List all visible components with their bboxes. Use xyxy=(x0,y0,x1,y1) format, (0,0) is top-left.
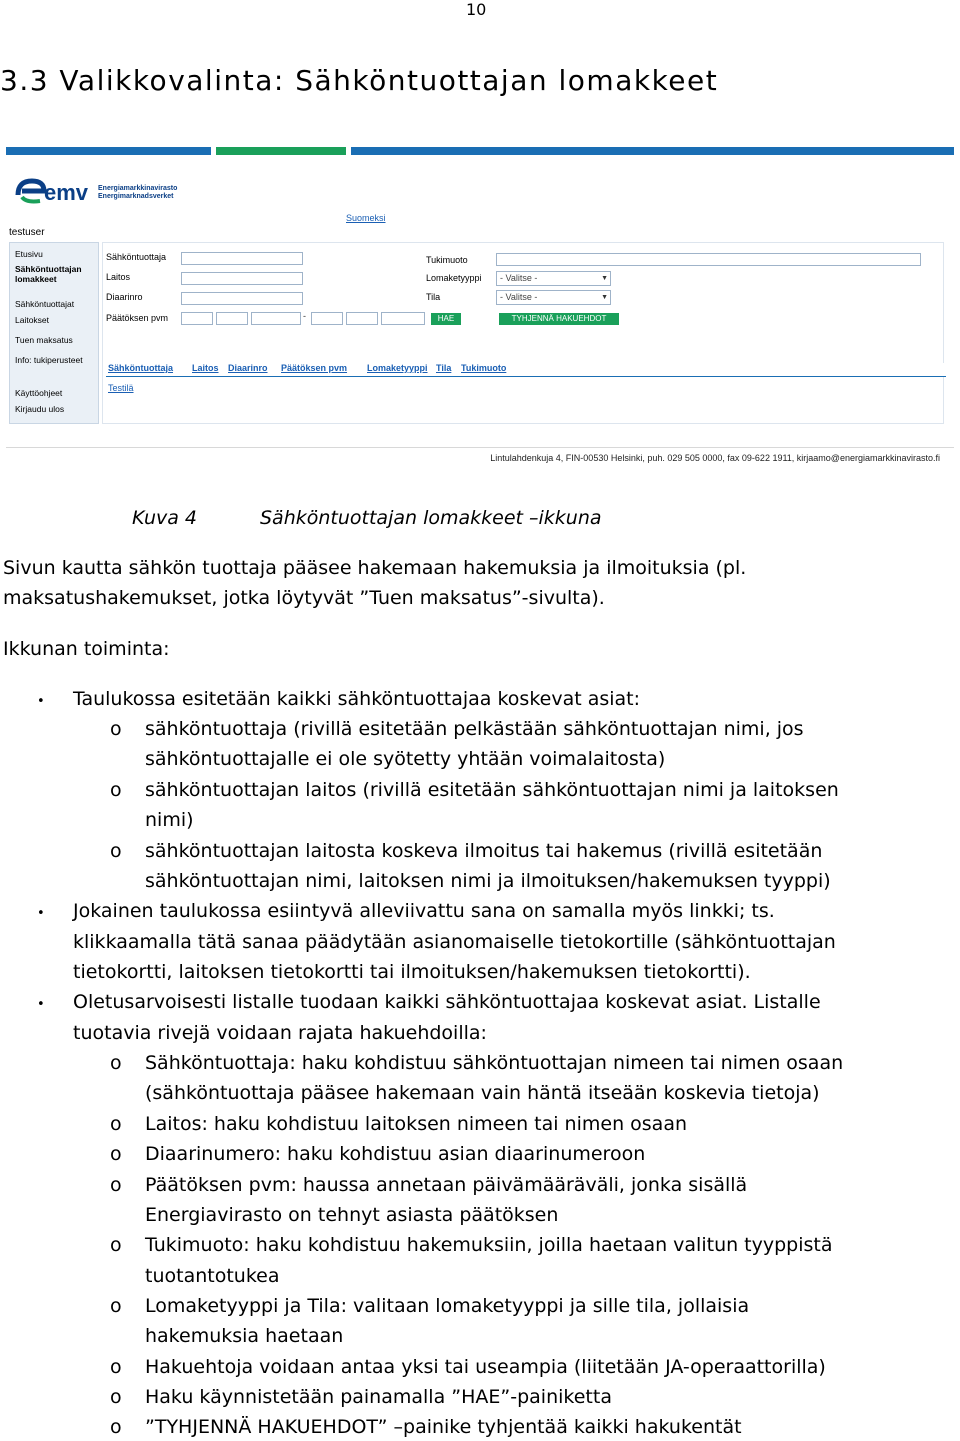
sidebar xyxy=(9,242,99,424)
plant-input[interactable] xyxy=(181,272,303,285)
col-status[interactable]: Tila xyxy=(436,363,452,373)
search-button[interactable]: HAE xyxy=(431,313,461,325)
content-line: Lomaketyyppi ja Tila: valitaan lomaketyyppi ja sille tila, jollaisia xyxy=(145,1295,750,1317)
date-to-month[interactable] xyxy=(346,312,378,325)
content-line: sähköntuottajalle ei ole syötetty yhtään voimalaitosta) xyxy=(145,748,666,770)
figure-caption: Sähköntuottajan lomakkeet –ikkuna xyxy=(260,507,602,529)
sub-bullet: o xyxy=(110,1295,122,1317)
content-line: hakemuksia haetaan xyxy=(145,1325,344,1347)
date-to-year[interactable] xyxy=(381,312,425,325)
sidebar-item-producers[interactable]: Sähköntuottajat xyxy=(15,299,75,309)
label-form-type: Lomaketyyppi xyxy=(426,273,482,283)
content-line: sähköntuottajan nimi, laitoksen nimi ja ilmoituksen/hakemuksen tyyppi) xyxy=(145,870,831,892)
content-line: Päätöksen pvm: haussa annetaan päivämääräväli, jonka sisällä xyxy=(145,1174,748,1196)
chevron-down-icon: ▼ xyxy=(601,294,608,301)
bullet: • xyxy=(37,997,45,1012)
bullet: • xyxy=(37,906,45,921)
date-from-year[interactable] xyxy=(251,312,301,325)
table-row-link[interactable]: Testilä xyxy=(108,383,134,393)
bullet: • xyxy=(37,694,45,709)
label-plant: Laitos xyxy=(106,272,131,282)
content-line: Oletusarvoisesti listalle tuodaan kaikki sähköntuottajaa koskevat asiat. Listalle xyxy=(73,991,821,1013)
status-select[interactable] xyxy=(496,290,611,305)
label-status: Tila xyxy=(426,292,441,302)
language-link[interactable]: Suomeksi xyxy=(346,213,386,223)
agency-name-fi: Energiamarkkinavirasto xyxy=(98,185,178,192)
content-line: Laitos: haku kohdistuu laitoksen nimeen tai nimen osaan xyxy=(145,1113,688,1135)
agency-name-sv: Energimarknadsverket xyxy=(98,193,174,200)
svg-text:emv: emv xyxy=(44,180,89,205)
col-diary-number[interactable]: Diaarinro xyxy=(228,363,268,373)
app-screenshot xyxy=(6,147,954,473)
sub-bullet: o xyxy=(110,1113,122,1135)
label-decision-date: Päätöksen pvm xyxy=(106,313,169,323)
sub-bullet: o xyxy=(110,1143,122,1165)
content-line: (sähköntuottaja pääsee hakemaan vain häntä itseään koskevia tietoja) xyxy=(145,1082,820,1104)
date-to-day[interactable] xyxy=(311,312,343,325)
agency-name xyxy=(98,185,177,201)
col-plant[interactable]: Laitos xyxy=(192,363,219,373)
content-line: klikkaamalla tätä sanaa päädytään asianomaiselle tietokortille (sähköntuottajan xyxy=(73,931,836,953)
footer-divider xyxy=(6,447,954,448)
top-bar-blue xyxy=(6,147,211,155)
intro-line-2: maksatushakemukset, jotka löytyvät ”Tuen maksatus”-sivulta). xyxy=(3,587,605,609)
content-line: sähköntuottaja (rivillä esitetään pelkästään sähköntuottajan nimi, jos xyxy=(145,718,804,740)
date-from-day[interactable] xyxy=(181,312,213,325)
sidebar-item-producer-forms[interactable]: Sähköntuottajan lomakkeet xyxy=(15,264,82,284)
page-number: 10 xyxy=(466,0,487,19)
content-line: Tukimuoto: haku kohdistuu hakemuksiin, joilla haetaan valitun tyyppistä xyxy=(145,1234,833,1256)
diary-number-input[interactable] xyxy=(181,292,303,305)
col-form-type[interactable]: Lomaketyyppi xyxy=(367,363,428,373)
col-support-type[interactable]: Tukimuoto xyxy=(461,363,507,373)
sub-bullet: o xyxy=(110,1416,122,1438)
sub-bullet: o xyxy=(110,1174,122,1196)
content-line: tietokortti, laitoksen tietokortti tai ilmoituksen/hakemuksen tietokortti). xyxy=(73,961,751,983)
chevron-down-icon: ▼ xyxy=(601,275,608,282)
content-line: Energiavirasto on tehnyt asiasta päätöksen xyxy=(145,1204,559,1226)
content-area xyxy=(102,242,944,424)
col-producer[interactable]: Sähköntuottaja xyxy=(108,363,174,373)
sidebar-item-manual[interactable]: Käyttöohjeet xyxy=(15,388,63,398)
intro-line-1: Sivun kautta sähkön tuottaja pääsee hakemaan hakemuksia ja ilmoituksia (pl. xyxy=(3,557,747,579)
username: testuser xyxy=(9,227,45,238)
content-line: Jokainen taulukossa esiintyvä alleviivattu sana on samalla myös linkki; ts. xyxy=(73,900,775,922)
producer-input[interactable] xyxy=(181,252,303,265)
label-support-type: Tukimuoto xyxy=(426,255,468,265)
sidebar-item-info[interactable]: Info: tukiperusteet xyxy=(15,355,83,365)
status-value: - Valitse - xyxy=(500,292,538,302)
label-producer: Sähköntuottaja xyxy=(106,252,167,262)
content-line: Hakuehtoja voidaan antaa yksi tai useampia (liitetään JA-operaattorilla) xyxy=(145,1356,826,1378)
sidebar-item-home[interactable]: Etusivu xyxy=(15,249,43,259)
table-header-divider xyxy=(106,376,946,377)
form-type-value: - Valitse - xyxy=(500,273,538,283)
label-diary-number: Diaarinro xyxy=(106,292,143,302)
emv-logo xyxy=(14,173,104,207)
sub-bullet: o xyxy=(110,1386,122,1408)
sub-bullet: o xyxy=(110,718,122,740)
content-line: Haku käynnistetään painamalla ”HAE”-painiketta xyxy=(145,1386,612,1408)
support-type-input[interactable] xyxy=(496,253,921,266)
date-range-dash: - xyxy=(303,311,306,321)
content-line: Sähköntuottaja: haku kohdistuu sähköntuottajan nimeen tai nimen osaan xyxy=(145,1052,844,1074)
section-heading: 3.3 Valikkovalinta: Sähköntuottajan lomakkeet xyxy=(0,64,719,97)
content-line: Diaarinumero: haku kohdistuu asian diaarinumeroon xyxy=(145,1143,646,1165)
content-line: Taulukossa esitetään kaikki sähköntuottajaa koskevat asiat: xyxy=(73,688,641,710)
clear-filters-button[interactable]: TYHJENNÄ HAKUEHDOT xyxy=(499,313,619,325)
results-table-header xyxy=(106,363,946,376)
sidebar-item-logout[interactable]: Kirjaudu ulos xyxy=(15,404,65,414)
sub-bullet: o xyxy=(110,840,122,862)
sidebar-item-payment[interactable]: Tuen maksatus xyxy=(15,335,73,345)
date-from-month[interactable] xyxy=(216,312,248,325)
content-line: tuotavia rivejä voidaan rajata hakuehdoilla: xyxy=(73,1022,487,1044)
top-bar-green xyxy=(216,147,346,155)
figure-number: Kuva 4 xyxy=(132,507,198,529)
col-decision-date[interactable]: Päätöksen pvm xyxy=(281,363,348,373)
contact-footer: Lintulahdenkuja 4, FIN-00530 Helsinki, puh. 029 505 0000, fax 09-622 1911, kirjaamo@energiamarkkinavirasto.fi xyxy=(490,453,940,463)
sub-bullet: o xyxy=(110,1052,122,1074)
top-bar-blue-right xyxy=(351,147,954,155)
content-line: sähköntuottajan laitos (rivillä esitetään sähköntuottajan nimi ja laitoksen xyxy=(145,779,839,801)
sub-bullet: o xyxy=(110,1356,122,1378)
content-line: ”TYHJENNÄ HAKUEHDOT” –painike tyhjentää kaikki hakukentät xyxy=(145,1416,742,1438)
section-label: Ikkunan toiminta: xyxy=(3,638,170,660)
content-line: tuotantotukea xyxy=(145,1265,280,1287)
content-line: sähköntuottajan laitosta koskeva ilmoitus tai hakemus (rivillä esitetään xyxy=(145,840,823,862)
content-line: nimi) xyxy=(145,809,194,831)
form-type-select[interactable] xyxy=(496,271,611,286)
sub-bullet: o xyxy=(110,1234,122,1256)
sub-bullet: o xyxy=(110,779,122,801)
sidebar-item-plants[interactable]: Laitokset xyxy=(15,315,50,325)
